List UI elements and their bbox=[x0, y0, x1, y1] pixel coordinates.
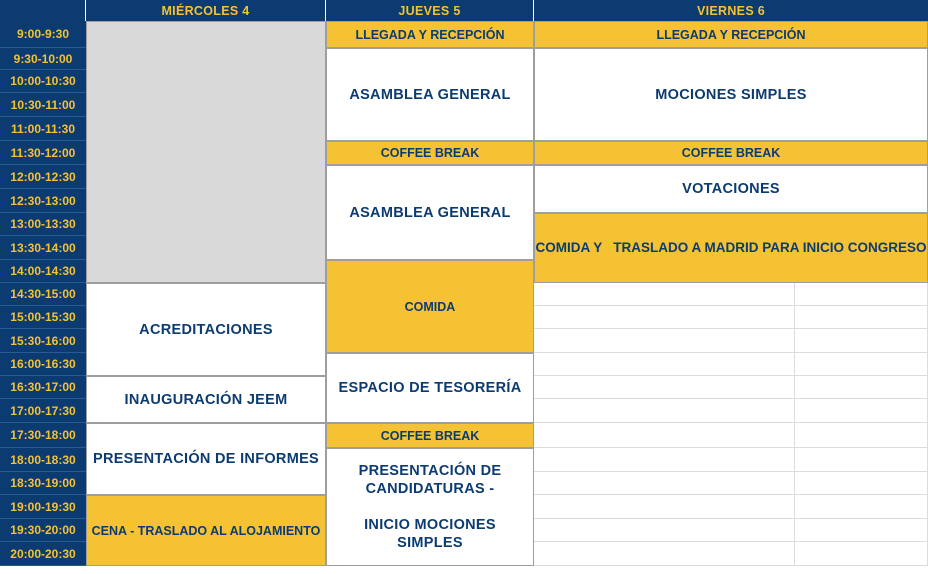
event-label-line2: CANDIDATURAS - bbox=[365, 481, 495, 497]
event-comida-thursday bbox=[326, 260, 534, 353]
time-slot: 20:00-20:30 bbox=[0, 542, 86, 566]
empty-cell bbox=[534, 306, 795, 329]
empty-cell bbox=[795, 542, 928, 566]
time-slot: 17:30-18:00 bbox=[0, 423, 86, 448]
corner-cell bbox=[0, 0, 86, 21]
event-coffee-break-thursday-1 bbox=[326, 141, 534, 165]
event-label: ASAMBLEA GENERAL bbox=[349, 86, 511, 103]
time-slot: 11:00-11:30 bbox=[0, 117, 86, 141]
time-slot: 10:00-10:30 bbox=[0, 70, 86, 93]
empty-cell bbox=[534, 376, 795, 399]
empty-cell bbox=[534, 542, 795, 566]
header-thursday: JUEVES 5 bbox=[326, 0, 534, 21]
time-slot: 19:30-20:00 bbox=[0, 519, 86, 542]
event-votaciones bbox=[534, 165, 928, 213]
event-inauguracion bbox=[86, 376, 326, 423]
event-label: COFFEE BREAK bbox=[681, 146, 781, 160]
event-label-line3: INICIO MOCIONES SIMPLES bbox=[364, 517, 496, 551]
empty-cell bbox=[795, 495, 928, 519]
time-slot: 18:30-19:00 bbox=[0, 472, 86, 495]
event-espacio-tesoreria bbox=[326, 353, 534, 423]
empty-cell bbox=[534, 495, 795, 519]
event-label: VOTACIONES bbox=[682, 181, 780, 197]
event-coffee-break-thursday-2 bbox=[326, 423, 534, 448]
empty-cell bbox=[795, 472, 928, 495]
event-presentacion-candidaturas bbox=[326, 448, 534, 566]
empty-cell bbox=[534, 283, 795, 306]
empty-cell bbox=[534, 399, 795, 423]
empty-cell bbox=[795, 353, 928, 376]
empty-cell bbox=[795, 329, 928, 353]
event-label: ESPACIO DE TESORERÍA bbox=[338, 380, 522, 396]
wednesday-empty-block bbox=[86, 21, 326, 283]
empty-cell bbox=[534, 329, 795, 353]
time-slot: 13:30-14:00 bbox=[0, 236, 86, 260]
time-slot: 14:30-15:00 bbox=[0, 283, 86, 306]
event-cena bbox=[86, 495, 326, 566]
empty-cell bbox=[795, 399, 928, 423]
empty-cell bbox=[795, 376, 928, 399]
empty-cell bbox=[534, 423, 795, 448]
time-slot: 9:00-9:30 bbox=[0, 21, 86, 48]
empty-cell bbox=[795, 306, 928, 329]
time-slot: 10:30-11:00 bbox=[0, 93, 86, 117]
event-label: INAUGURACIÓN JEEM bbox=[124, 391, 288, 408]
time-slot: 12:00-12:30 bbox=[0, 165, 86, 189]
event-label: LLEGADA Y RECEPCIÓN bbox=[656, 27, 806, 42]
event-label: LLEGADA Y RECEPCIÓN bbox=[355, 27, 505, 42]
event-presentacion-informes bbox=[86, 423, 326, 495]
event-llegada-friday bbox=[534, 21, 928, 48]
event-label: PRESENTACIÓN DE INFORMES bbox=[92, 451, 320, 467]
empty-cell bbox=[795, 448, 928, 472]
header-wednesday: MIÉRCOLES 4 bbox=[86, 0, 326, 21]
empty-cell bbox=[795, 423, 928, 448]
event-label: COFFEE BREAK bbox=[380, 428, 480, 443]
event-label: CENA - TRASLADO AL ALOJAMIENTO bbox=[91, 523, 321, 538]
time-slot: 17:00-17:30 bbox=[0, 399, 86, 423]
empty-cell bbox=[534, 472, 795, 495]
time-slot: 18:00-18:30 bbox=[0, 448, 86, 472]
time-slot: 9:30-10:00 bbox=[0, 48, 86, 70]
empty-cell bbox=[795, 519, 928, 542]
empty-cell bbox=[534, 353, 795, 376]
time-slot: 12:30-13:00 bbox=[0, 189, 86, 213]
event-asamblea-general-1 bbox=[326, 48, 534, 141]
event-asamblea-general-2 bbox=[326, 165, 534, 260]
event-acreditaciones bbox=[86, 283, 326, 376]
event-label: MOCIONES SIMPLES bbox=[655, 86, 807, 103]
event-label: ACREDITACIONES bbox=[139, 321, 273, 338]
event-label: COMIDA bbox=[404, 299, 456, 314]
event-label: ASAMBLEA GENERAL bbox=[349, 204, 511, 221]
time-slot: 19:00-19:30 bbox=[0, 495, 86, 519]
time-slot: 15:00-15:30 bbox=[0, 306, 86, 329]
empty-cell bbox=[534, 519, 795, 542]
time-slot: 14:00-14:30 bbox=[0, 260, 86, 283]
time-slot: 16:00-16:30 bbox=[0, 353, 86, 376]
time-slot: 11:30-12:00 bbox=[0, 141, 86, 165]
event-comida-traslado bbox=[534, 213, 928, 283]
empty-cell bbox=[534, 448, 795, 472]
event-mociones-simples bbox=[534, 48, 928, 141]
time-slot: 16:30-17:00 bbox=[0, 376, 86, 399]
event-label-line1: PRESENTACIÓN DE bbox=[358, 463, 502, 479]
event-label: COMIDA Y TRASLADO A MADRID PARA INICIO CONGRESO bbox=[535, 240, 927, 255]
time-slot: 15:30-16:00 bbox=[0, 329, 86, 353]
event-coffee-break-friday bbox=[534, 141, 928, 165]
time-slot: 13:00-13:30 bbox=[0, 213, 86, 236]
event-label: COFFEE BREAK bbox=[380, 146, 480, 160]
empty-cell bbox=[795, 283, 928, 306]
header-friday: VIERNES 6 bbox=[534, 0, 928, 21]
event-llegada-thursday bbox=[326, 21, 534, 48]
